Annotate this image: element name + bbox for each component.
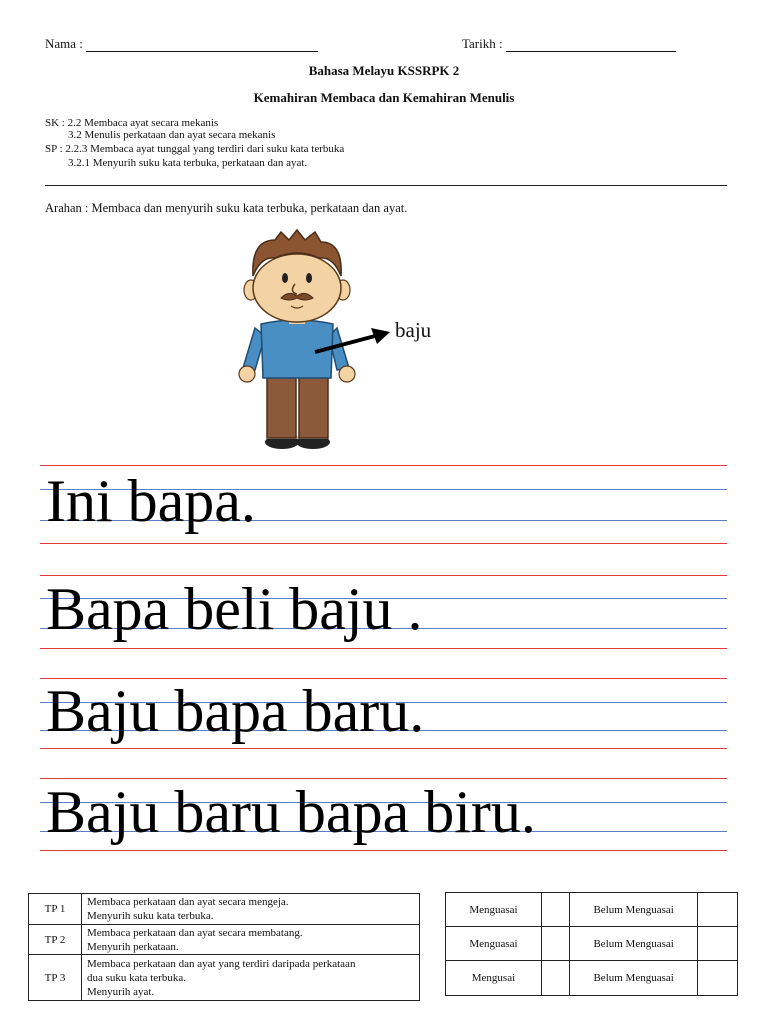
tp-description-line: Menyurih suku kata terbuka. xyxy=(87,910,214,922)
document-subtitle: Kemahiran Membaca dan Kemahiran Menulis xyxy=(253,90,515,105)
mastered-label: Menguasai xyxy=(446,927,542,961)
mastered-checkbox[interactable] xyxy=(541,893,569,927)
sentence-1: Ini bapa. xyxy=(46,468,256,534)
tp-row xyxy=(29,955,420,1001)
tp-label: TP 1 xyxy=(29,894,82,925)
mastered-label: Mengusai xyxy=(446,961,542,996)
sentence-4: Baju baru bapa biru. xyxy=(46,779,536,845)
document-title: Bahasa Melayu KSSRPK 2 xyxy=(308,63,460,78)
tp-description xyxy=(82,894,420,925)
mastered-label: Menguasai xyxy=(446,893,542,927)
not-mastered-label: Belum Menguasai xyxy=(570,927,698,961)
not-mastered-checkbox[interactable] xyxy=(697,893,737,927)
mastery-status-table xyxy=(445,892,738,996)
sentence-2: Bapa beli baju . xyxy=(46,576,423,642)
writing-line-red xyxy=(40,543,727,544)
mastered-checkbox[interactable] xyxy=(541,927,569,961)
tp-description-line: Membaca perkataan dan ayat secara mengeja. xyxy=(87,896,289,908)
tp-row xyxy=(29,925,420,955)
writing-line-red xyxy=(40,850,727,851)
tp-description-line: Membaca perkataan dan ayat secara membatang. xyxy=(87,926,303,939)
not-mastered-label: Belum Menguasai xyxy=(570,961,698,996)
sp-line-1: SP : 2.2.3 Membaca ayat tunggal yang terdiri dari suku kata terbuka xyxy=(45,143,345,155)
mastered-checkbox[interactable] xyxy=(541,961,569,996)
tp-description xyxy=(82,955,420,1001)
tp-label: TP 2 xyxy=(29,925,82,955)
not-mastered-checkbox[interactable] xyxy=(697,961,737,996)
writing-line-red xyxy=(40,465,727,466)
name-label: Nama : xyxy=(45,36,83,51)
sp-line-2: 3.2.1 Menyurih suku kata terbuka, perkataan dan ayat. xyxy=(68,157,308,169)
status-row xyxy=(446,961,738,996)
tp-description-line: dua suku kata terbuka. xyxy=(87,971,186,984)
baju-label: baju xyxy=(395,318,432,342)
tp-label: TP 3 xyxy=(29,955,82,1001)
sk-line-1: SK : 2.2 Membaca ayat secara mekanis xyxy=(45,117,219,129)
not-mastered-label: Belum Menguasai xyxy=(570,893,698,927)
status-row xyxy=(446,927,738,961)
tp-description xyxy=(82,925,420,955)
tp-description-line: Menyurih ayat. xyxy=(87,985,155,998)
tp-level-table xyxy=(28,893,420,1001)
writing-line-red xyxy=(40,748,727,749)
sentence-3: Baju bapa baru. xyxy=(46,678,425,744)
tp-description-line: Membaca perkataan dan ayat yang terdiri daripada perkataan xyxy=(87,957,356,970)
sk-line-2: 3.2 Menulis perkataan dan ayat secara mekanis xyxy=(68,129,276,141)
instruction-text: Arahan : Membaca dan menyurih suku kata terbuka, perkataan dan ayat. xyxy=(45,201,408,215)
tp-row xyxy=(29,894,420,925)
tp-description-line: Menyurih perkataan. xyxy=(87,940,179,953)
status-row xyxy=(446,893,738,927)
writing-line-red xyxy=(40,648,727,649)
date-label: Tarikh : xyxy=(462,36,503,51)
not-mastered-checkbox[interactable] xyxy=(697,927,737,961)
